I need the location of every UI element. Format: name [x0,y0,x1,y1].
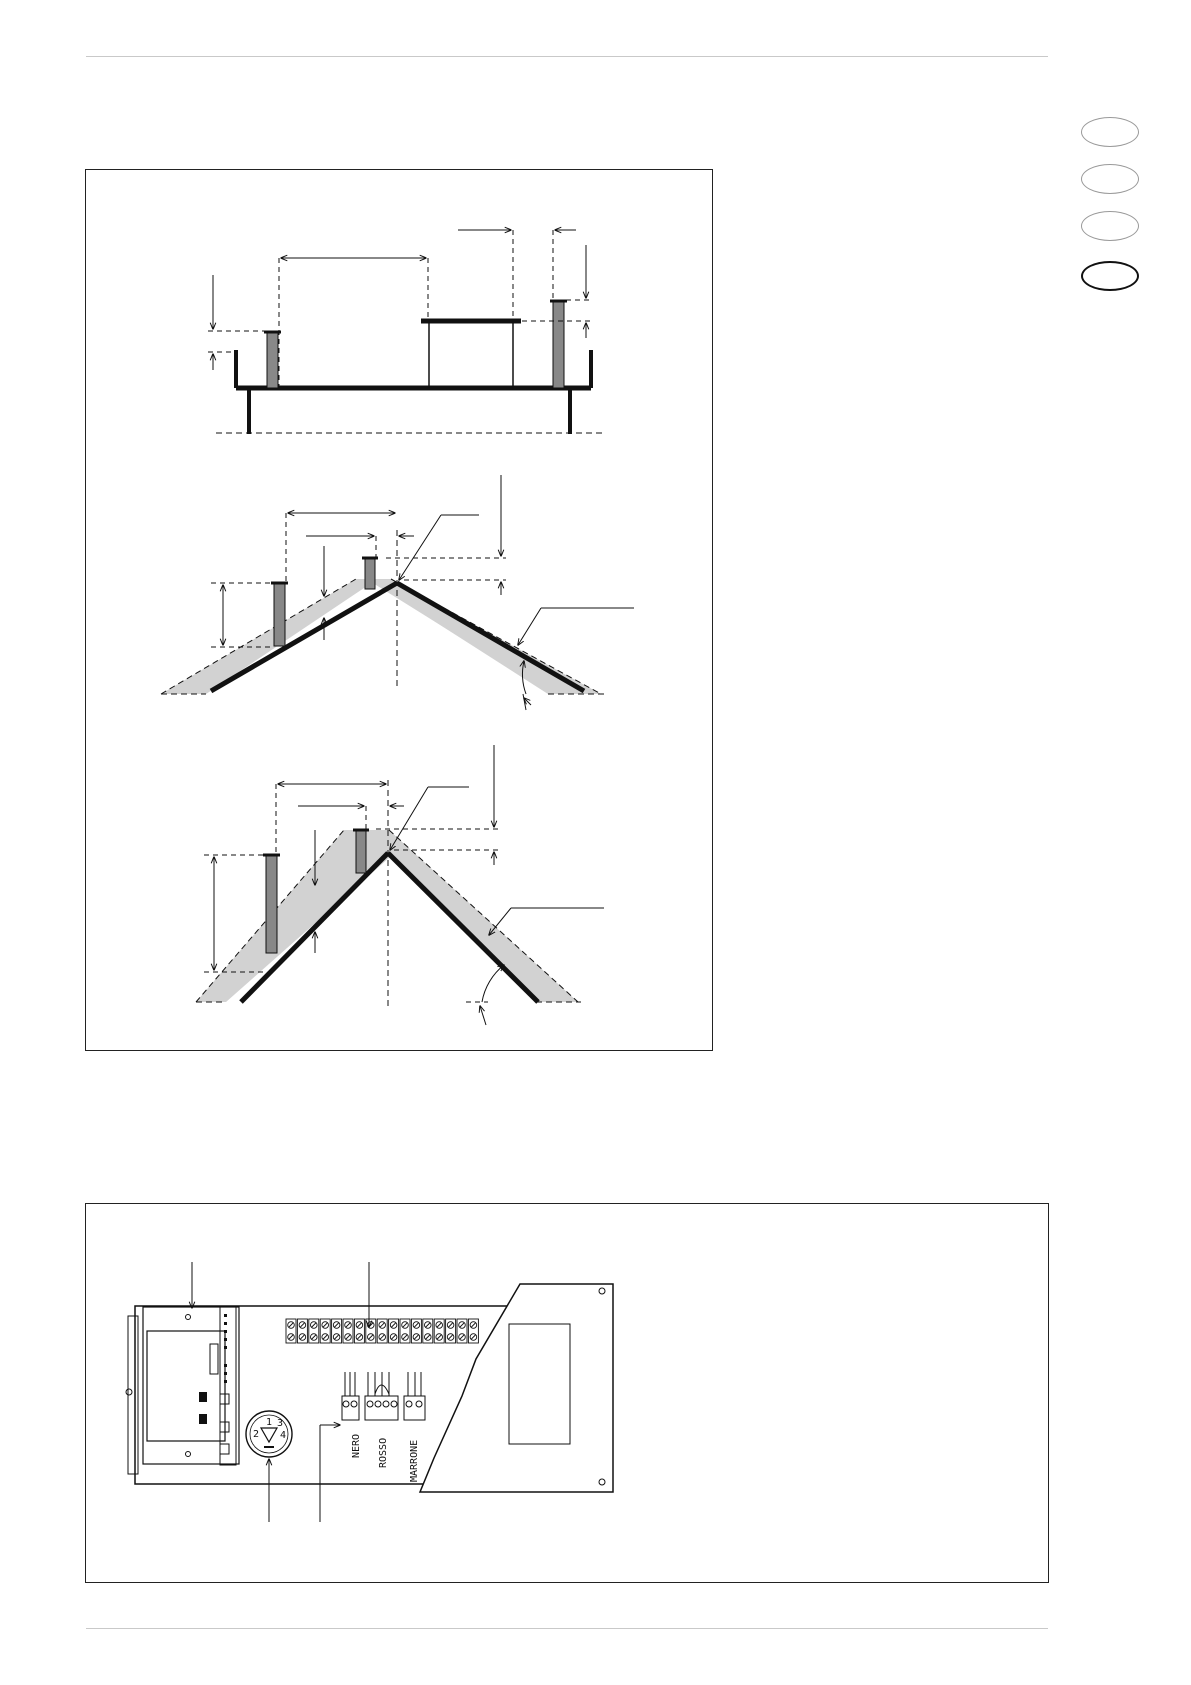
selector-number-2: 2 [253,1429,260,1440]
connector-label-rosso: ROSSO [378,1437,389,1468]
terminal-screw-slot [357,1335,361,1339]
terminal-screw-slot [437,1323,441,1327]
language-tab-2[interactable] [1081,164,1139,194]
terminal-block [446,1319,456,1343]
terminal-screw-slot [403,1323,407,1327]
terminal-block [411,1319,421,1343]
pitched-roof-steep-panel [196,745,604,1025]
terminal-block [332,1319,342,1343]
terminal-block [297,1319,307,1343]
connector-nero [342,1372,362,1458]
control-board-figure [85,1203,1049,1583]
terminal-screw-slot [369,1335,373,1339]
chimney-clearance-drawing [86,170,714,1052]
terminal-block [366,1319,376,1343]
terminal-screw-slot [414,1335,418,1339]
terminal-screw-slot [335,1323,339,1327]
selector-number-3: 3 [277,1418,284,1429]
terminal-screw-slot [460,1323,464,1327]
terminal-screw-slot [380,1335,384,1339]
terminal-screw-slot [449,1323,453,1327]
selector-number-4: 4 [280,1430,287,1441]
connector-rosso [365,1372,398,1468]
terminal-block [400,1319,410,1343]
terminal-screw-slot [392,1335,396,1339]
connector-label-marrone: MARRONE [409,1439,420,1482]
terminal-screw-slot [300,1335,304,1339]
terminal-screw-slot [449,1335,453,1339]
connector-label-nero: NERO [351,1433,362,1458]
terminal-screw-slot [471,1323,475,1327]
header-rule [86,56,1048,57]
terminal-screw-slot [357,1323,361,1327]
terminal-block [457,1319,467,1343]
chimney-clearance-figure [85,169,713,1051]
terminal-screw-slot [437,1335,441,1339]
terminal-block [343,1319,353,1343]
control-board-drawing [86,1204,1050,1584]
terminal-block [468,1319,478,1343]
terminal-screw-slot [426,1323,430,1327]
flat-roof-panel [208,230,604,434]
terminal-screw-slot [312,1323,316,1327]
terminal-screw-slot [380,1323,384,1327]
terminal-screw-slot [335,1335,339,1339]
terminal-block [434,1319,444,1343]
terminal-block [309,1319,319,1343]
terminal-block [354,1319,364,1343]
terminal-screw-slot [346,1323,350,1327]
language-tab-1[interactable] [1081,117,1139,147]
terminal-screw-slot [289,1335,293,1339]
terminal-screw-slot [323,1335,327,1339]
connector-marrone [404,1372,425,1482]
terminal-strip [286,1319,478,1343]
terminal-block [423,1319,433,1343]
terminal-screw-slot [414,1323,418,1327]
terminal-screw-slot [323,1323,327,1327]
terminal-screw-slot [403,1335,407,1339]
terminal-screw-slot [300,1323,304,1327]
terminal-screw-slot [312,1335,316,1339]
terminal-screw-slot [471,1335,475,1339]
selector-knob [246,1411,292,1457]
terminal-screw-slot [426,1335,430,1339]
footer-rule [86,1628,1048,1629]
terminal-screw-slot [289,1323,293,1327]
terminal-block [377,1319,387,1343]
terminal-block [286,1319,296,1343]
terminal-block [320,1319,330,1343]
language-tab-4-active[interactable] [1081,261,1139,291]
pitched-roof-shallow-panel [161,475,634,710]
terminal-screw-slot [346,1335,350,1339]
terminal-screw-slot [460,1335,464,1339]
terminal-screw-slot [392,1323,396,1327]
terminal-block [389,1319,399,1343]
language-tab-3[interactable] [1081,211,1139,241]
selector-number-1: 1 [266,1417,273,1428]
